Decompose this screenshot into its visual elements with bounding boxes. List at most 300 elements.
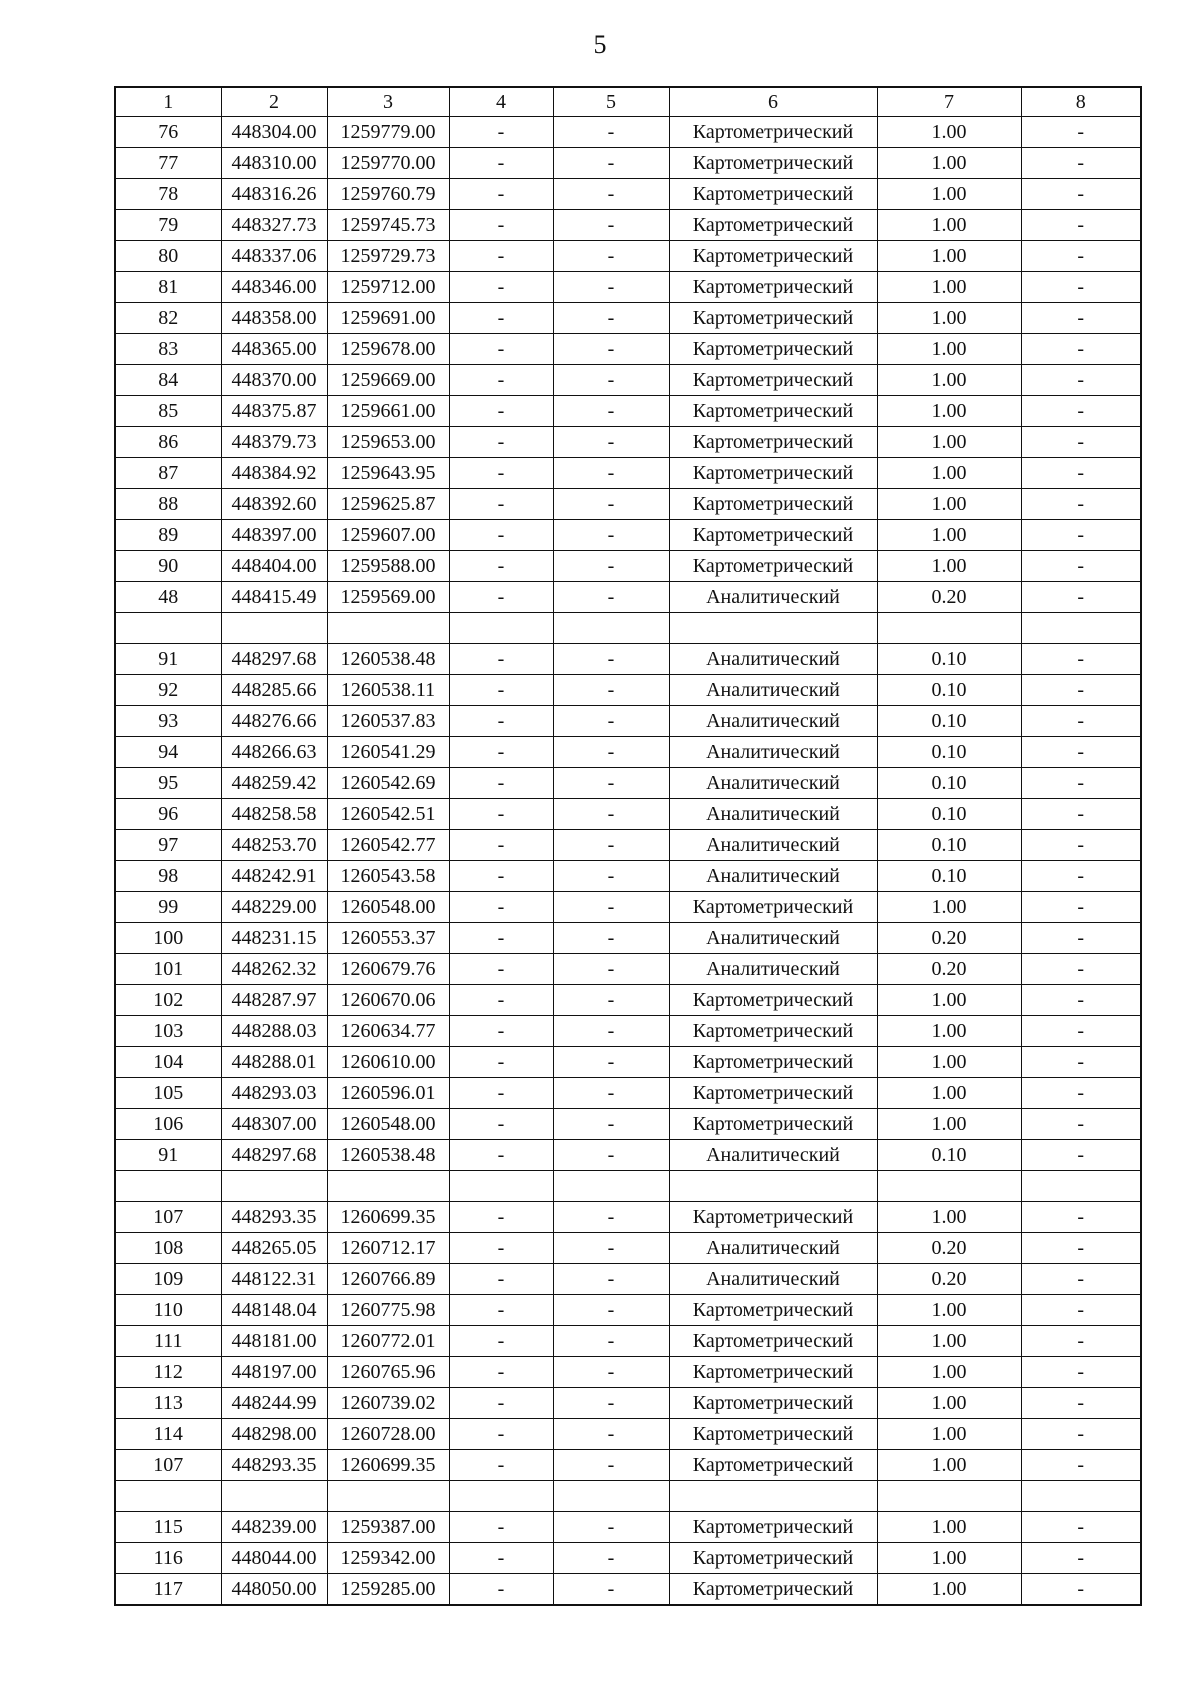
method-cell: Картометрический [669, 1326, 877, 1357]
column-5-cell: - [553, 1047, 669, 1078]
y-coordinate-cell: 1260548.00 [327, 1109, 449, 1140]
table-row [115, 582, 1141, 613]
column-8-cell: - [1021, 1419, 1141, 1450]
column-8-cell [1021, 613, 1141, 644]
x-coordinate-cell: 448231.15 [221, 923, 327, 954]
table-row [115, 1016, 1141, 1047]
y-coordinate-cell: 1259342.00 [327, 1543, 449, 1574]
accuracy-cell: 1.00 [877, 303, 1021, 334]
table-row [115, 737, 1141, 768]
x-coordinate-cell: 448239.00 [221, 1512, 327, 1543]
x-coordinate-cell: 448253.70 [221, 830, 327, 861]
column-4-cell: - [449, 985, 553, 1016]
method-cell: Картометрический [669, 334, 877, 365]
y-coordinate-cell: 1259760.79 [327, 179, 449, 210]
y-coordinate-cell: 1259653.00 [327, 427, 449, 458]
point-number-cell: 78 [115, 179, 221, 210]
x-coordinate-cell: 448297.68 [221, 644, 327, 675]
point-number-cell: 107 [115, 1202, 221, 1233]
column-header-5: 5 [553, 87, 669, 117]
x-coordinate-cell: 448288.03 [221, 1016, 327, 1047]
column-header-7: 7 [877, 87, 1021, 117]
accuracy-cell: 1.00 [877, 117, 1021, 148]
column-5-cell: - [553, 396, 669, 427]
column-5-cell: - [553, 148, 669, 179]
column-5-cell: - [553, 117, 669, 148]
x-coordinate-cell: 448304.00 [221, 117, 327, 148]
column-8-cell: - [1021, 458, 1141, 489]
column-5-cell: - [553, 861, 669, 892]
point-number-cell: 48 [115, 582, 221, 613]
column-4-cell: - [449, 1233, 553, 1264]
accuracy-cell: 1.00 [877, 365, 1021, 396]
column-8-cell: - [1021, 1264, 1141, 1295]
table-body [115, 117, 1141, 1606]
table-row [115, 954, 1141, 985]
y-coordinate-cell: 1260772.01 [327, 1326, 449, 1357]
method-cell: Аналитический [669, 737, 877, 768]
accuracy-cell: 0.10 [877, 1140, 1021, 1171]
method-cell: Картометрический [669, 1357, 877, 1388]
accuracy-cell: 0.10 [877, 737, 1021, 768]
method-cell: Картометрический [669, 1512, 877, 1543]
y-coordinate-cell [327, 1481, 449, 1512]
point-number-cell [115, 613, 221, 644]
column-8-cell: - [1021, 1574, 1141, 1606]
point-number-cell: 80 [115, 241, 221, 272]
column-5-cell: - [553, 334, 669, 365]
column-5-cell [553, 1481, 669, 1512]
y-coordinate-cell: 1260699.35 [327, 1450, 449, 1481]
x-coordinate-cell: 448044.00 [221, 1543, 327, 1574]
accuracy-cell: 1.00 [877, 489, 1021, 520]
method-cell: Аналитический [669, 923, 877, 954]
point-number-cell: 108 [115, 1233, 221, 1264]
point-number-cell: 112 [115, 1357, 221, 1388]
method-cell: Картометрический [669, 1450, 877, 1481]
column-8-cell: - [1021, 1233, 1141, 1264]
column-5-cell: - [553, 768, 669, 799]
accuracy-cell: 0.20 [877, 954, 1021, 985]
column-8-cell: - [1021, 334, 1141, 365]
column-8-cell: - [1021, 1512, 1141, 1543]
column-8-cell: - [1021, 675, 1141, 706]
column-5-cell: - [553, 458, 669, 489]
column-4-cell: - [449, 675, 553, 706]
accuracy-cell: 1.00 [877, 179, 1021, 210]
column-5-cell: - [553, 1264, 669, 1295]
table-row [115, 1512, 1141, 1543]
point-number-cell [115, 1481, 221, 1512]
column-5-cell: - [553, 272, 669, 303]
x-coordinate-cell: 448404.00 [221, 551, 327, 582]
column-8-cell: - [1021, 923, 1141, 954]
accuracy-cell: 1.00 [877, 241, 1021, 272]
point-number-cell: 110 [115, 1295, 221, 1326]
y-coordinate-cell: 1260538.48 [327, 644, 449, 675]
column-5-cell: - [553, 1233, 669, 1264]
point-number-cell: 92 [115, 675, 221, 706]
point-number-cell: 76 [115, 117, 221, 148]
method-cell: Картометрический [669, 241, 877, 272]
point-number-cell: 115 [115, 1512, 221, 1543]
column-5-cell: - [553, 954, 669, 985]
accuracy-cell: 1.00 [877, 1512, 1021, 1543]
table-row [115, 427, 1141, 458]
column-5-cell: - [553, 1109, 669, 1140]
point-number-cell: 113 [115, 1388, 221, 1419]
column-8-cell: - [1021, 396, 1141, 427]
accuracy-cell: 1.00 [877, 1388, 1021, 1419]
y-coordinate-cell: 1260670.06 [327, 985, 449, 1016]
method-cell: Аналитический [669, 644, 877, 675]
x-coordinate-cell: 448244.99 [221, 1388, 327, 1419]
point-number-cell: 93 [115, 706, 221, 737]
point-number-cell: 104 [115, 1047, 221, 1078]
y-coordinate-cell: 1259607.00 [327, 520, 449, 551]
coordinates-table [114, 86, 1142, 1606]
column-header-2: 2 [221, 87, 327, 117]
column-4-cell: - [449, 1357, 553, 1388]
y-coordinate-cell: 1260712.17 [327, 1233, 449, 1264]
point-number-cell: 103 [115, 1016, 221, 1047]
page-number: 5 [593, 30, 607, 59]
column-4-cell: - [449, 117, 553, 148]
table-row [115, 303, 1141, 334]
accuracy-cell: 1.00 [877, 210, 1021, 241]
method-cell: Аналитический [669, 1140, 877, 1171]
column-4-cell: - [449, 303, 553, 334]
accuracy-cell: 1.00 [877, 1202, 1021, 1233]
accuracy-cell: 0.10 [877, 644, 1021, 675]
accuracy-cell: 1.00 [877, 1078, 1021, 1109]
column-4-cell: - [449, 1109, 553, 1140]
column-4-cell: - [449, 1512, 553, 1543]
column-4-cell: - [449, 1047, 553, 1078]
accuracy-cell: 1.00 [877, 1047, 1021, 1078]
column-8-cell: - [1021, 582, 1141, 613]
method-cell: Аналитический [669, 799, 877, 830]
accuracy-cell: 1.00 [877, 520, 1021, 551]
column-5-cell: - [553, 1140, 669, 1171]
table-row [115, 241, 1141, 272]
point-number-cell: 102 [115, 985, 221, 1016]
table-row-separator [115, 613, 1141, 644]
column-8-cell: - [1021, 365, 1141, 396]
y-coordinate-cell: 1259569.00 [327, 582, 449, 613]
column-5-cell: - [553, 892, 669, 923]
method-cell: Картометрический [669, 1574, 877, 1606]
column-4-cell [449, 1171, 553, 1202]
method-cell: Картометрический [669, 210, 877, 241]
method-cell: Аналитический [669, 582, 877, 613]
method-cell: Картометрический [669, 365, 877, 396]
column-4-cell: - [449, 241, 553, 272]
table-row [115, 1047, 1141, 1078]
column-5-cell: - [553, 923, 669, 954]
x-coordinate-cell: 448337.06 [221, 241, 327, 272]
y-coordinate-cell: 1259779.00 [327, 117, 449, 148]
column-5-cell: - [553, 830, 669, 861]
y-coordinate-cell: 1260634.77 [327, 1016, 449, 1047]
method-cell: Аналитический [669, 830, 877, 861]
y-coordinate-cell: 1260542.69 [327, 768, 449, 799]
x-coordinate-cell: 448266.63 [221, 737, 327, 768]
accuracy-cell: 1.00 [877, 1574, 1021, 1606]
y-coordinate-cell: 1260542.51 [327, 799, 449, 830]
column-4-cell: - [449, 458, 553, 489]
accuracy-cell: 1.00 [877, 1326, 1021, 1357]
point-number-cell: 96 [115, 799, 221, 830]
y-coordinate-cell: 1260596.01 [327, 1078, 449, 1109]
accuracy-cell: 1.00 [877, 551, 1021, 582]
x-coordinate-cell: 448327.73 [221, 210, 327, 241]
x-coordinate-cell: 448262.32 [221, 954, 327, 985]
column-8-cell: - [1021, 210, 1141, 241]
column-8-cell: - [1021, 892, 1141, 923]
accuracy-cell: 1.00 [877, 1419, 1021, 1450]
column-8-cell: - [1021, 520, 1141, 551]
column-5-cell: - [553, 1326, 669, 1357]
x-coordinate-cell: 448370.00 [221, 365, 327, 396]
y-coordinate-cell: 1260538.11 [327, 675, 449, 706]
x-coordinate-cell: 448288.01 [221, 1047, 327, 1078]
x-coordinate-cell: 448298.00 [221, 1419, 327, 1450]
column-4-cell: - [449, 1295, 553, 1326]
column-4-cell: - [449, 1450, 553, 1481]
column-4-cell: - [449, 768, 553, 799]
column-4-cell: - [449, 148, 553, 179]
y-coordinate-cell: 1259643.95 [327, 458, 449, 489]
x-coordinate-cell: 448285.66 [221, 675, 327, 706]
column-4-cell: - [449, 520, 553, 551]
accuracy-cell: 1.00 [877, 892, 1021, 923]
column-8-cell: - [1021, 148, 1141, 179]
point-number-cell: 86 [115, 427, 221, 458]
accuracy-cell: 1.00 [877, 1295, 1021, 1326]
accuracy-cell: 0.20 [877, 582, 1021, 613]
column-5-cell: - [553, 1512, 669, 1543]
column-4-cell: - [449, 737, 553, 768]
x-coordinate-cell: 448375.87 [221, 396, 327, 427]
accuracy-cell: 0.20 [877, 1264, 1021, 1295]
column-8-cell: - [1021, 1450, 1141, 1481]
y-coordinate-cell: 1259625.87 [327, 489, 449, 520]
point-number-cell: 82 [115, 303, 221, 334]
column-4-cell: - [449, 1326, 553, 1357]
table-row [115, 272, 1141, 303]
x-coordinate-cell [221, 613, 327, 644]
column-5-cell: - [553, 737, 669, 768]
table-row [115, 1202, 1141, 1233]
method-cell: Картометрический [669, 985, 877, 1016]
column-5-cell: - [553, 706, 669, 737]
table-row [115, 1574, 1141, 1606]
column-4-cell: - [449, 954, 553, 985]
column-header-8: 8 [1021, 87, 1141, 117]
x-coordinate-cell: 448293.35 [221, 1450, 327, 1481]
point-number-cell: 101 [115, 954, 221, 985]
point-number-cell: 87 [115, 458, 221, 489]
y-coordinate-cell: 1260542.77 [327, 830, 449, 861]
column-8-cell: - [1021, 489, 1141, 520]
column-8-cell: - [1021, 861, 1141, 892]
y-coordinate-cell: 1259770.00 [327, 148, 449, 179]
column-5-cell: - [553, 365, 669, 396]
table-row [115, 768, 1141, 799]
column-8-cell [1021, 1171, 1141, 1202]
point-number-cell: 98 [115, 861, 221, 892]
point-number-cell: 84 [115, 365, 221, 396]
point-number-cell: 77 [115, 148, 221, 179]
column-4-cell: - [449, 799, 553, 830]
method-cell: Картометрический [669, 1109, 877, 1140]
column-5-cell: - [553, 427, 669, 458]
point-number-cell: 100 [115, 923, 221, 954]
x-coordinate-cell: 448265.05 [221, 1233, 327, 1264]
column-4-cell: - [449, 892, 553, 923]
x-coordinate-cell: 448316.26 [221, 179, 327, 210]
table-row [115, 458, 1141, 489]
column-8-cell: - [1021, 1078, 1141, 1109]
method-cell: Картометрический [669, 272, 877, 303]
column-8-cell: - [1021, 768, 1141, 799]
column-8-cell: - [1021, 179, 1141, 210]
table-row [115, 396, 1141, 427]
column-5-cell: - [553, 1574, 669, 1606]
y-coordinate-cell: 1260543.58 [327, 861, 449, 892]
table-row-separator [115, 1171, 1141, 1202]
method-cell: Картометрический [669, 520, 877, 551]
column-5-cell: - [553, 1295, 669, 1326]
y-coordinate-cell: 1260775.98 [327, 1295, 449, 1326]
accuracy-cell: 1.00 [877, 985, 1021, 1016]
y-coordinate-cell: 1260537.83 [327, 706, 449, 737]
x-coordinate-cell: 448293.03 [221, 1078, 327, 1109]
column-5-cell: - [553, 1419, 669, 1450]
table-row [115, 334, 1141, 365]
method-cell: Картометрический [669, 489, 877, 520]
column-8-cell: - [1021, 1202, 1141, 1233]
column-4-cell [449, 1481, 553, 1512]
column-5-cell: - [553, 210, 669, 241]
table-row [115, 1140, 1141, 1171]
point-number-cell: 91 [115, 1140, 221, 1171]
column-8-cell: - [1021, 737, 1141, 768]
table-row [115, 1109, 1141, 1140]
column-4-cell: - [449, 427, 553, 458]
y-coordinate-cell: 1260610.00 [327, 1047, 449, 1078]
accuracy-cell: 1.00 [877, 1543, 1021, 1574]
method-cell: Картометрический [669, 1078, 877, 1109]
y-coordinate-cell [327, 1171, 449, 1202]
table-row [115, 1233, 1141, 1264]
x-coordinate-cell: 448379.73 [221, 427, 327, 458]
column-8-cell: - [1021, 985, 1141, 1016]
point-number-cell: 91 [115, 644, 221, 675]
method-cell: Аналитический [669, 954, 877, 985]
method-cell: Картометрический [669, 1388, 877, 1419]
column-8-cell: - [1021, 1140, 1141, 1171]
point-number-cell: 106 [115, 1109, 221, 1140]
column-5-cell [553, 1171, 669, 1202]
x-coordinate-cell: 448310.00 [221, 148, 327, 179]
accuracy-cell: 0.10 [877, 799, 1021, 830]
column-5-cell: - [553, 799, 669, 830]
x-coordinate-cell: 448259.42 [221, 768, 327, 799]
column-8-cell: - [1021, 799, 1141, 830]
column-4-cell: - [449, 489, 553, 520]
header-row [115, 87, 1141, 117]
accuracy-cell: 0.10 [877, 706, 1021, 737]
accuracy-cell: 0.10 [877, 861, 1021, 892]
y-coordinate-cell: 1259729.73 [327, 241, 449, 272]
point-number-cell [115, 1171, 221, 1202]
column-header-3: 3 [327, 87, 449, 117]
table-row [115, 675, 1141, 706]
x-coordinate-cell: 448181.00 [221, 1326, 327, 1357]
y-coordinate-cell: 1259678.00 [327, 334, 449, 365]
x-coordinate-cell: 448392.60 [221, 489, 327, 520]
column-5-cell: - [553, 179, 669, 210]
column-5-cell: - [553, 489, 669, 520]
accuracy-cell [877, 1481, 1021, 1512]
y-coordinate-cell [327, 613, 449, 644]
accuracy-cell: 1.00 [877, 458, 1021, 489]
column-8-cell: - [1021, 830, 1141, 861]
method-cell: Картометрический [669, 1047, 877, 1078]
method-cell: Аналитический [669, 861, 877, 892]
point-number-cell: 99 [115, 892, 221, 923]
x-coordinate-cell: 448287.97 [221, 985, 327, 1016]
table-row [115, 117, 1141, 148]
method-cell: Картометрический [669, 117, 877, 148]
x-coordinate-cell: 448346.00 [221, 272, 327, 303]
method-cell: Картометрический [669, 396, 877, 427]
table-row [115, 1264, 1141, 1295]
table-row [115, 365, 1141, 396]
column-8-cell: - [1021, 1016, 1141, 1047]
point-number-cell: 85 [115, 396, 221, 427]
accuracy-cell: 1.00 [877, 427, 1021, 458]
table-row [115, 1388, 1141, 1419]
y-coordinate-cell: 1260553.37 [327, 923, 449, 954]
column-4-cell: - [449, 210, 553, 241]
table-row [115, 179, 1141, 210]
y-coordinate-cell: 1259691.00 [327, 303, 449, 334]
point-number-cell: 107 [115, 1450, 221, 1481]
x-coordinate-cell: 448415.49 [221, 582, 327, 613]
column-4-cell: - [449, 1388, 553, 1419]
column-5-cell: - [553, 985, 669, 1016]
column-8-cell [1021, 1481, 1141, 1512]
accuracy-cell [877, 613, 1021, 644]
x-coordinate-cell: 448242.91 [221, 861, 327, 892]
column-5-cell: - [553, 241, 669, 272]
table-row [115, 830, 1141, 861]
y-coordinate-cell: 1260739.02 [327, 1388, 449, 1419]
table-row [115, 520, 1141, 551]
column-header-4: 4 [449, 87, 553, 117]
column-8-cell: - [1021, 427, 1141, 458]
column-4-cell: - [449, 1078, 553, 1109]
y-coordinate-cell: 1259669.00 [327, 365, 449, 396]
column-5-cell: - [553, 1450, 669, 1481]
x-coordinate-cell: 448358.00 [221, 303, 327, 334]
method-cell: Картометрический [669, 179, 877, 210]
column-header-1: 1 [115, 87, 221, 117]
column-4-cell: - [449, 830, 553, 861]
